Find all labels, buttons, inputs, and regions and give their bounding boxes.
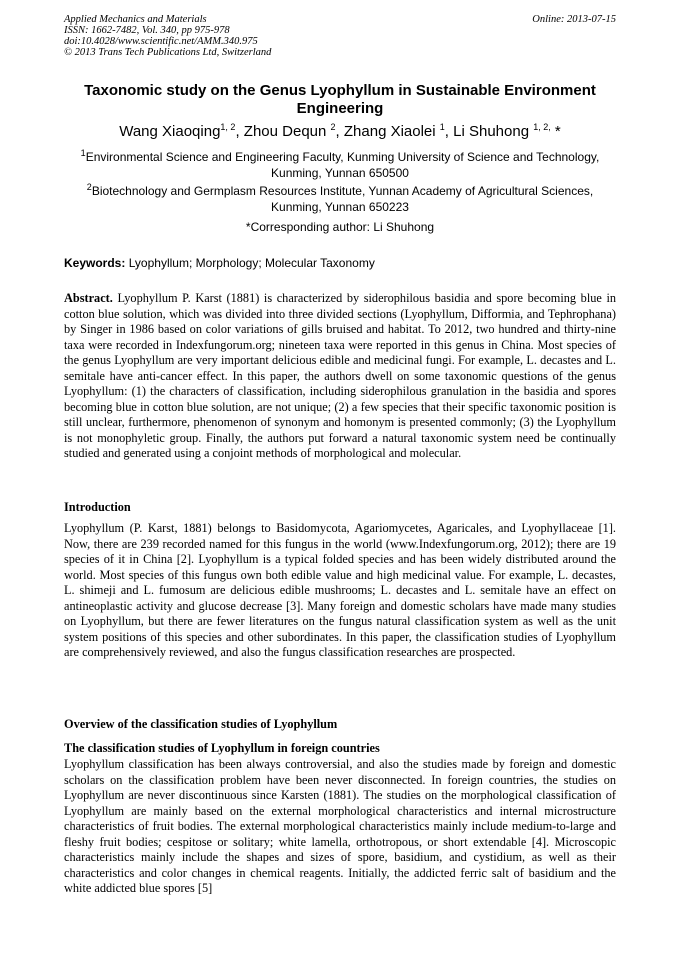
affiliation-mark: 1 [80,148,86,158]
doi-line: doi:10.4028/www.scientific.net/AMM.340.975 [64,36,258,47]
abstract-text: Lyophyllum P. Karst (1881) is characterized by siderophilous basidia and spore becoming blue in cotton blue solution, which was divided into three divided sections (Lyophyllum, Difformia, and Tephrophana) by Singer in 1986 based on color variations of gills bruised and habitat. To 2012, two hundred and thirty-nine taxa were recorded in Indexfungorum.org; nineteen taxa were reported in this genus in China. Most species of the genus Lyophyllum are very important delicious edible and medicinal fungi. For example, L. decastes and L. semitale have anti-cancer effect. In this paper, the authors dwell on some taxonomic questions of the genus Lyophyllum: (1) the characters of classification, including siderophilous granulation in the basidia and spores becoming blue in cotton blue solution, are not unique; (2) a few species that their specific taxonomic position is still unclear, furthermore, phenomenon of synonym and homonym is presented commonly; (3) the Lyophyllum is not monophyletic group. Finally, the authors put forward a natural taxonomic system need be continually studied and generated using a conjoint methods of morphological and molecular. [64,291,617,460]
corresponding-star: * [554,123,561,140]
keywords-text: Lyophyllum; Morphology; Molecular Taxonomy [128,256,375,270]
overview-heading: Overview of the classification studies of Lyophyllum [64,717,338,731]
affiliation-2 [64,184,616,215]
abstract-label: Abstract. [64,291,113,305]
overview-subheading: The classification studies of Lyophyllum in foreign countries [64,741,380,755]
affiliation-text: Biotechnology and Germplasm Resources Institute, Yunnan Academy of Agricultural Sciences, Kunming, Yunnan 650223 [91,184,594,214]
author-name: Wang Xiaoqing [119,123,221,140]
keywords-label: Keywords: [64,256,126,270]
author-affiliation-mark: 1, 2, [533,122,551,132]
affiliation-mark: 2 [86,182,92,192]
introduction-heading: Introduction [64,500,131,514]
journal-name: Applied Mechanics and Materials [64,14,207,25]
copyright-line: © 2013 Trans Tech Publications Ltd, Switzerland [64,47,272,58]
online-date: Online: 2013-07-15 [532,14,616,25]
author-affiliation-mark: 1, 2 [220,122,236,132]
issn-line: ISSN: 1662-7482, Vol. 340, pp 975-978 [64,25,230,36]
author-list: Wang Xiaoqing$^{1, 2}$, Zhou Dequn $^2$, Zhang Xiaolei $^1$, Li Shuhong $^{1, 2,}$ * [119,122,561,140]
overview-text: Lyophyllum classification has been always controversial, and also the studies made by foreign and domestic scholars on the classification problem have been never disconnected. In foreign countries, the studies on Lyophyllum are never discontinuous since Karsten (1881). The studies on the morphological classification of Lyophyllum are mainly based on the external morphological characteristics and internal microstructure characteristics of fruit bodies. The external morphological characteristics mainly include medium-to-large and fleshy fruit bodies; cespitose or solitary; white lamella, orthotropous, or short extendable [4]. Microscopic characteristics mainly include the shapes and sizes of spore, basidium, and cystidium, as well as their characteristics and color changes in chemical reagents. Initially, the addicted ferric salt of basidium and the white addicted blue spores [5] [64,757,616,895]
introduction-text: Lyophyllum (P. Karst, 1881) belongs to Basidomycota, Agariomycetes, Agaricales, and Lyophyllaceae [1]. Now, there are 239 recorded named for this fungus in the world (www.Indexfungorum.org, 2012); there are 19 species of it in China [2]. Lyophyllum is a typical folded species and has been widely distributed around the world. Most species of this fungus own both edible value and high medicinal value. For example, L. decastes, L. shimeji and L. fumosum are delicious edible mushrooms; L. decastes and L. semitale have an effect on antineoplastic activity and glucose decrease [3]. Many foreign and domestic scholars have made many studies on Lyophyllum, but there are fewer literatures on the fungus natural classification system as well as the unit system positions of this species and other subordinates. In this paper, the classification studies of Lyophyllum are comprehensively reviewed, and also the fungus classification researches are prospected. [64,521,616,659]
abstract [64,291,616,462]
affiliation-1 [64,150,616,181]
author-name: Zhou Dequn [243,123,327,140]
author-name: Li Shuhong [453,123,530,140]
author-name: Zhang Xiaolei [343,123,436,140]
journal-header [64,14,616,58]
corresponding-author: *Corresponding author: Li Shuhong [245,220,435,234]
keywords [64,256,616,271]
author-affiliation-mark: 1 [439,122,445,132]
affiliation-text: Environmental Science and Engineering Faculty, Kunming University of Science and Technology, Kunming, Yunnan 650500 [85,150,600,180]
paper-title: Taxonomic study on the Genus Lyophyllum in Sustainable Environment Engineering [84,82,596,117]
author-affiliation-mark: 2 [330,122,336,132]
